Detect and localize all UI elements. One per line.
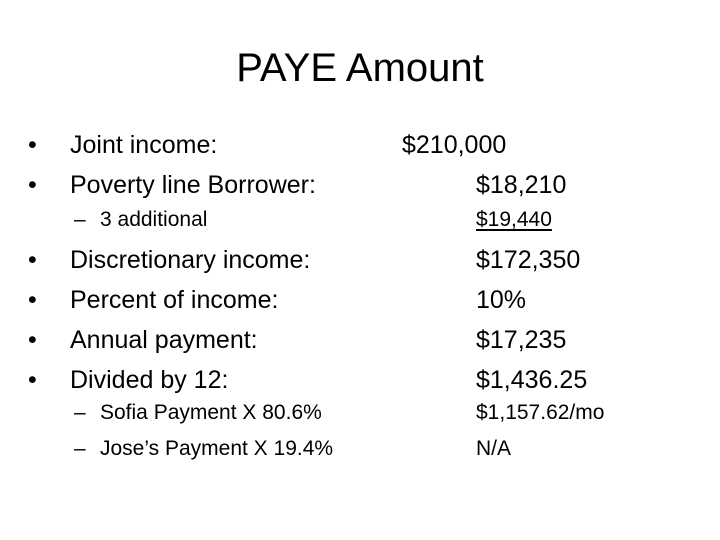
bullet-icon: •: [28, 131, 37, 159]
bullet-icon: •: [28, 326, 37, 354]
sub-item-sofia-payment: [74, 400, 322, 426]
bullet-icon: •: [28, 366, 37, 394]
bullet-item-percent-of-income: [28, 285, 278, 315]
dash-icon: –: [74, 401, 86, 424]
bullet-item-joint-income: [28, 130, 217, 160]
bullet-icon: •: [28, 171, 37, 199]
bullet-icon: •: [28, 286, 37, 314]
value-percent-of-income: 10%: [476, 286, 527, 314]
bullet-label: Annual payment:: [70, 326, 258, 354]
value-sofia-payment: $1,157.62/mo: [476, 401, 605, 424]
sub-item-jose-payment: [74, 436, 333, 462]
sub-item-label: 3 additional: [100, 208, 208, 231]
value-jose-payment: N/A: [476, 437, 512, 460]
bullet-item-poverty-line: [28, 170, 316, 200]
bullet-label: Poverty line Borrower:: [70, 171, 316, 199]
value-poverty-line: $18,210: [476, 171, 567, 199]
bullet-icon: •: [28, 246, 37, 274]
dash-icon: –: [74, 208, 86, 231]
sub-item-label: Jose’s Payment X 19.4%: [100, 437, 334, 460]
bullet-label: Percent of income:: [70, 286, 279, 314]
value-3-additional: $19,440: [476, 208, 552, 231]
slide-title: PAYE Amount: [236, 46, 484, 90]
dash-icon: –: [74, 437, 86, 460]
sub-item-3-additional: [74, 207, 207, 233]
value-divided-by-12: $1,436.25: [476, 366, 588, 394]
bullet-label: Joint income:: [70, 131, 218, 159]
bullet-item-annual-payment: [28, 325, 258, 355]
bullet-item-discretionary-income: [28, 245, 310, 275]
value-joint-income: $210,000: [402, 131, 507, 159]
value-discretionary-income: $172,350: [476, 246, 581, 274]
sub-item-label: Sofia Payment X 80.6%: [100, 401, 322, 424]
bullet-item-divided-by-12: [28, 365, 228, 395]
bullet-label: Discretionary income:: [70, 246, 311, 274]
value-annual-payment: $17,235: [476, 326, 567, 354]
bullet-label: Divided by 12:: [70, 366, 229, 394]
